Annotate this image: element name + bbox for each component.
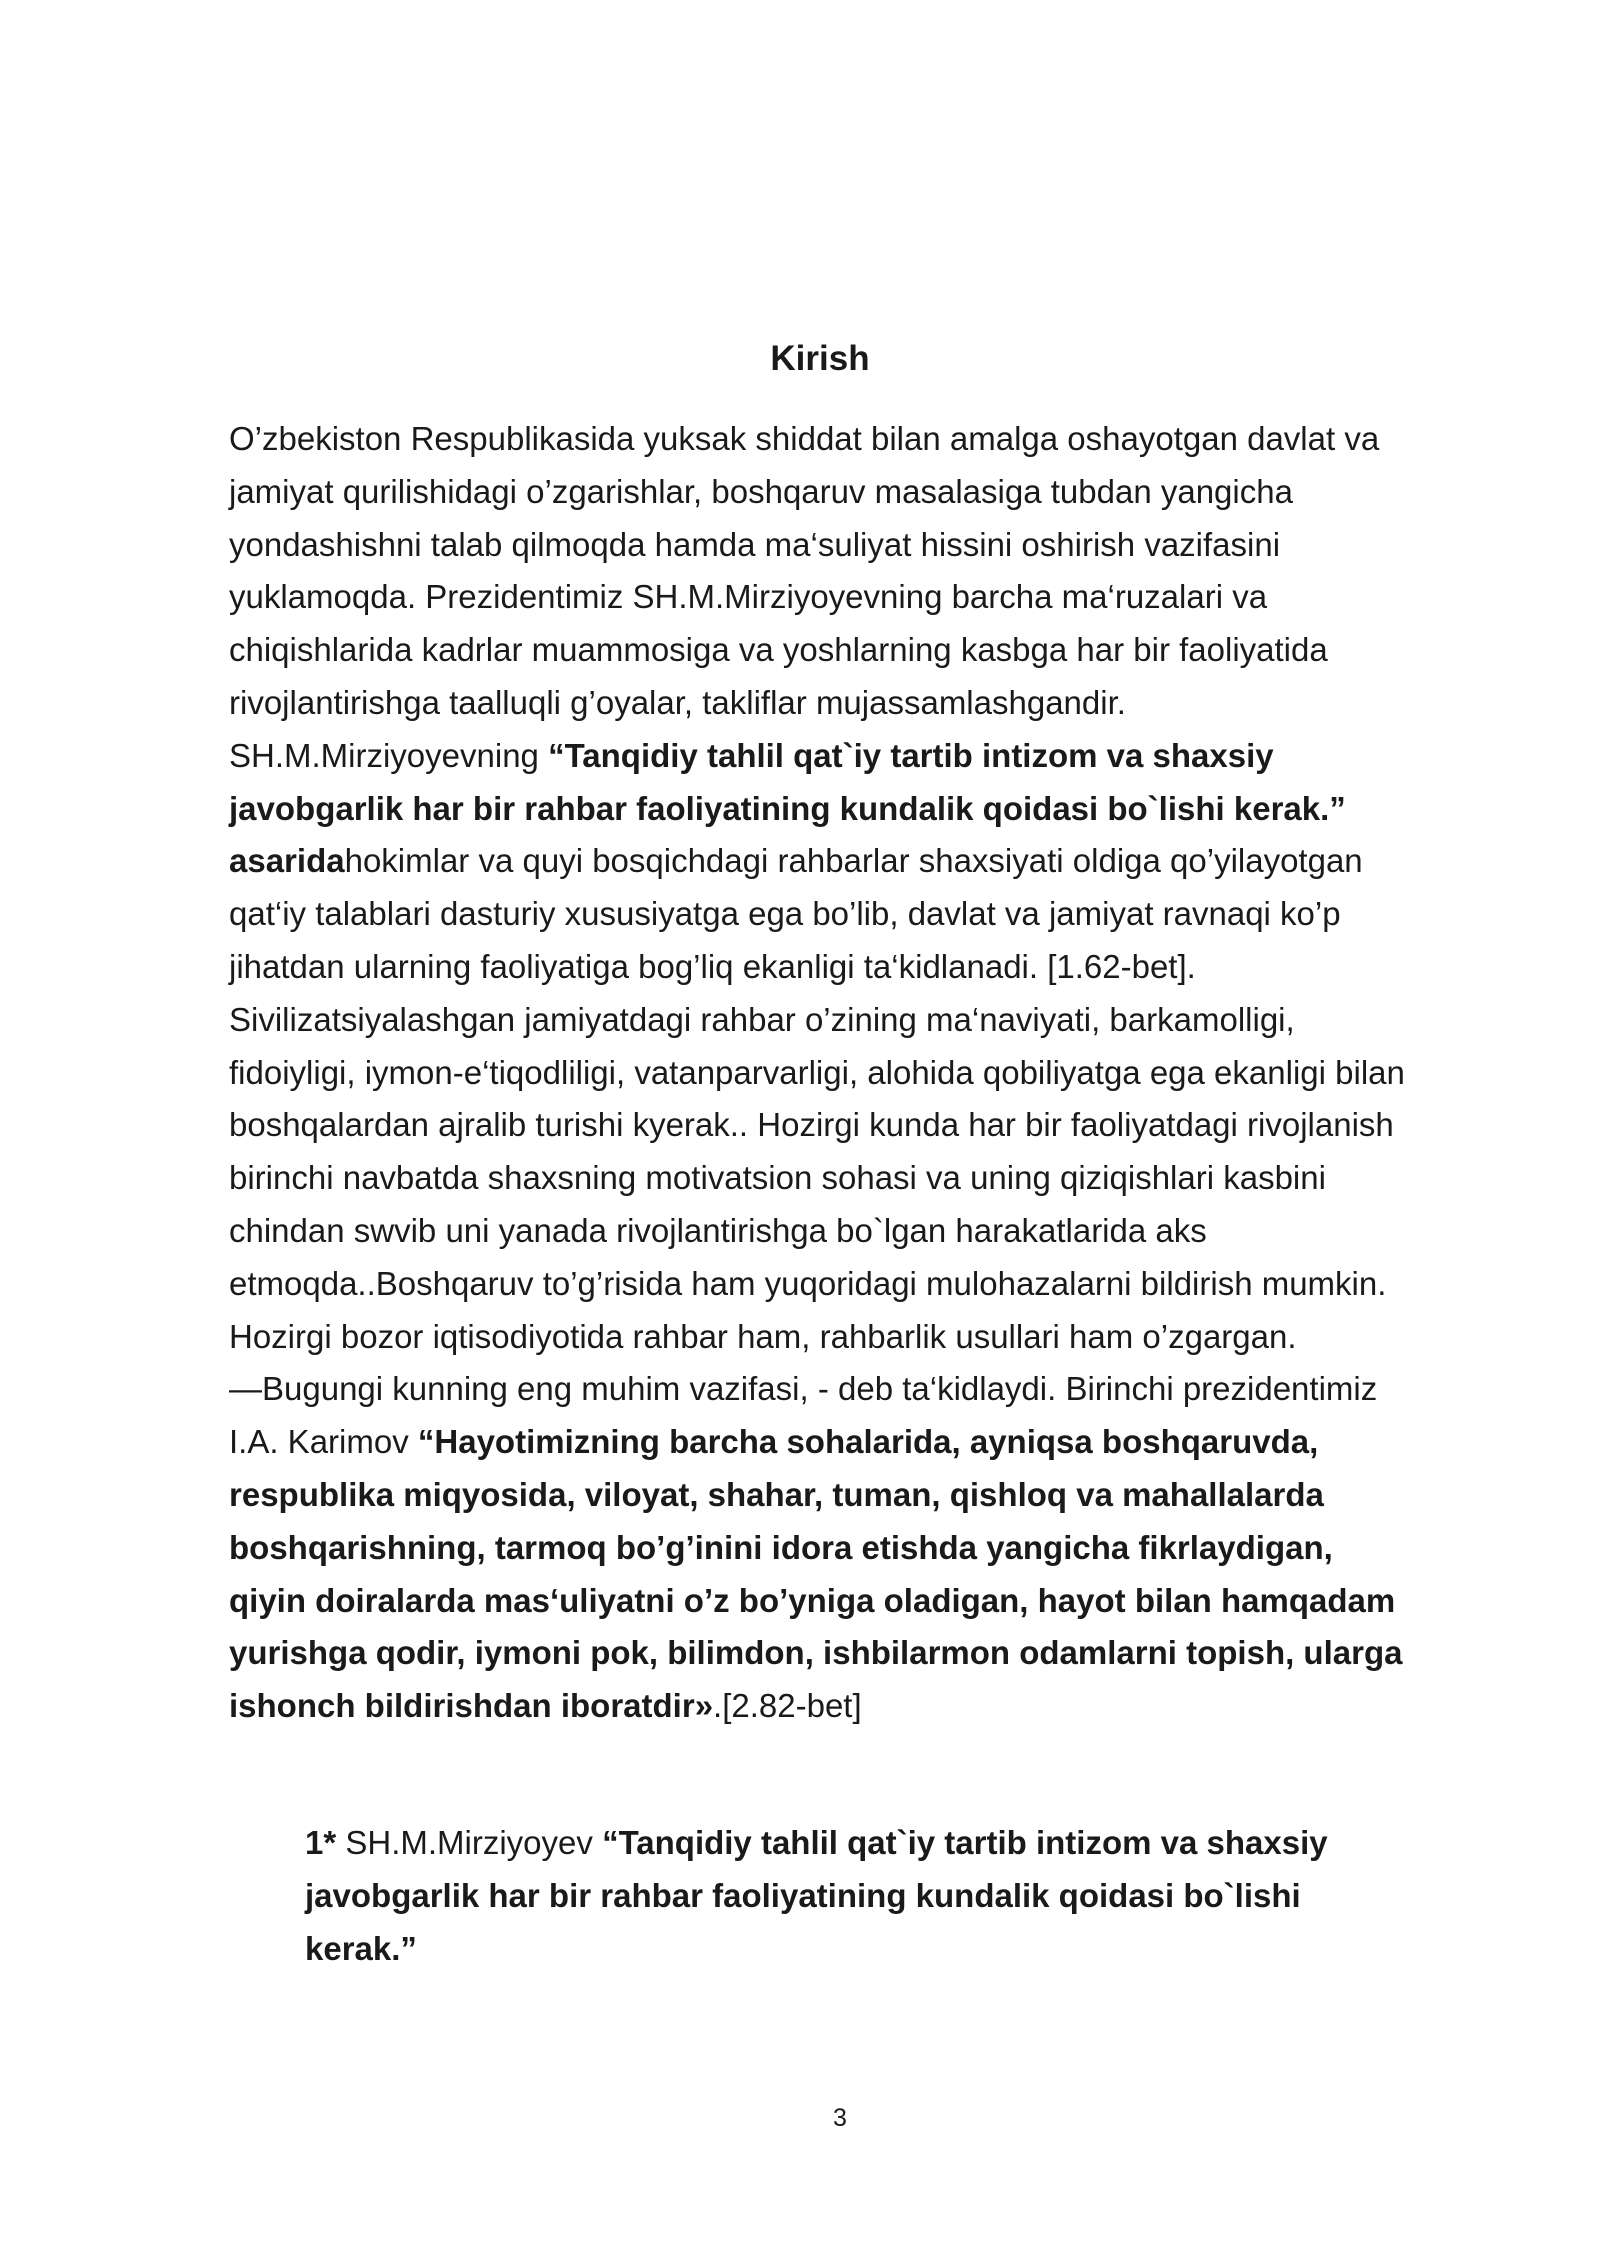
book-title-quote: “Tanqidiy tahlil qat`iy tartib intizom va shaxsiy javobgarlik har bir rahbar faoliyatining kundalik qoidasi bo`lishi kerak.” asarida bbox=[229, 736, 1346, 880]
page-number: 3 bbox=[833, 2104, 847, 2132]
footnote bbox=[305, 1817, 1405, 1975]
karimov-quote: “Hayotimizning barcha sohalarida, ayniqsa boshqaruvda, respublika miqyosida, viloyat, shahar, tuman, qishloq va mahallalarda boshqarishning, tarmoq bo’g’inini idora etishda yangicha fikrlaydigan, qiyin doiralarda mas‘uliyatni o’z bo’yniga oladigan, hayot bilan hamqadam yurishga qodir, iymoni pok, bilimdon, ishbilarmon odamlarni topish, ularga ishonch bildirishdan iboratdir» bbox=[229, 1423, 1403, 1725]
footnote-title: “Tanqidiy tahlil qat`iy tartib intizom va shaxsiy javobgarlik har bir rahbar faoliyatining kundalik qoidasi bo`lishi kerak.” bbox=[305, 1824, 1328, 1967]
footnote-author: SH.M.Mirziyoyev bbox=[336, 1824, 603, 1861]
body-paragraph bbox=[229, 413, 1414, 1733]
paragraph-text-1: O’zbekiston Respublikasida yuksak shiddat bilan amalga oshayotgan davlat va jamiyat qurilishidagi o’zgarishlar, boshqaruv masalasiga tubdan yangicha yondashishni talab qilmoqda hamda ma‘suliyat hissini oshirish vazifasini yuklamoqda. Prezidentimiz SH.M.Mirziyoyevning barcha ma‘ruzalari va chiqishlarida kadrlar muammosiga va yoshlarning kasbga har bir faoliyatida rivojlantirishga taalluqli g’oyalar, takliflar mujassamlashgandir. SH.M.Mirziyoyevning bbox=[229, 420, 1380, 774]
section-title: Kirish bbox=[770, 339, 870, 378]
footnote-marker: 1* bbox=[305, 1824, 337, 1861]
paragraph-text-3: .[2.82-bet] bbox=[713, 1687, 862, 1725]
paragraph-text-2: hokimlar va quyi bosqichdagi rahbarlar shaxsiyati oldiga qo’yilayotgan qat‘iy talablari dasturiy xususiyatga ega bo’lib, davlat va jamiyat ravnaqi ko’p jihatdan ularning faoliyatiga bog’liq ekanligi ta‘kidlanadi. [1.62-bet]. Sivilizatsiyalashgan jamiyatdagi rahbar o’zining ma‘naviyati, barkamolligi, fidoiyligi, iymon-e‘tiqodliligi, vatanparvarligi, alohida qobiliyatga ega ekanligi bilan boshqalardan ajralib turishi kyerak.. Hozirgi kunda har bir faoliyatdagi rivojlanish birinchi navbatda shaxsning motivatsion sohasi va uning qiziqishlari kasbini chindan swvib uni yanada rivojlantirishga bo`lgan harakatlarida aks etmoqda..Boshqaruv to’g’risida ham yuqoridagi mulohazalarni bildirish mumkin. Hozirgi bozor iqtisodiyotida rahbar ham, rahbarlik usullari ham o’zgargan. ―Bugungi kunning eng muhim vazifasi, - deb ta‘kidlaydi. Birinchi prezidentimiz I.A. Karimov bbox=[229, 842, 1405, 1461]
